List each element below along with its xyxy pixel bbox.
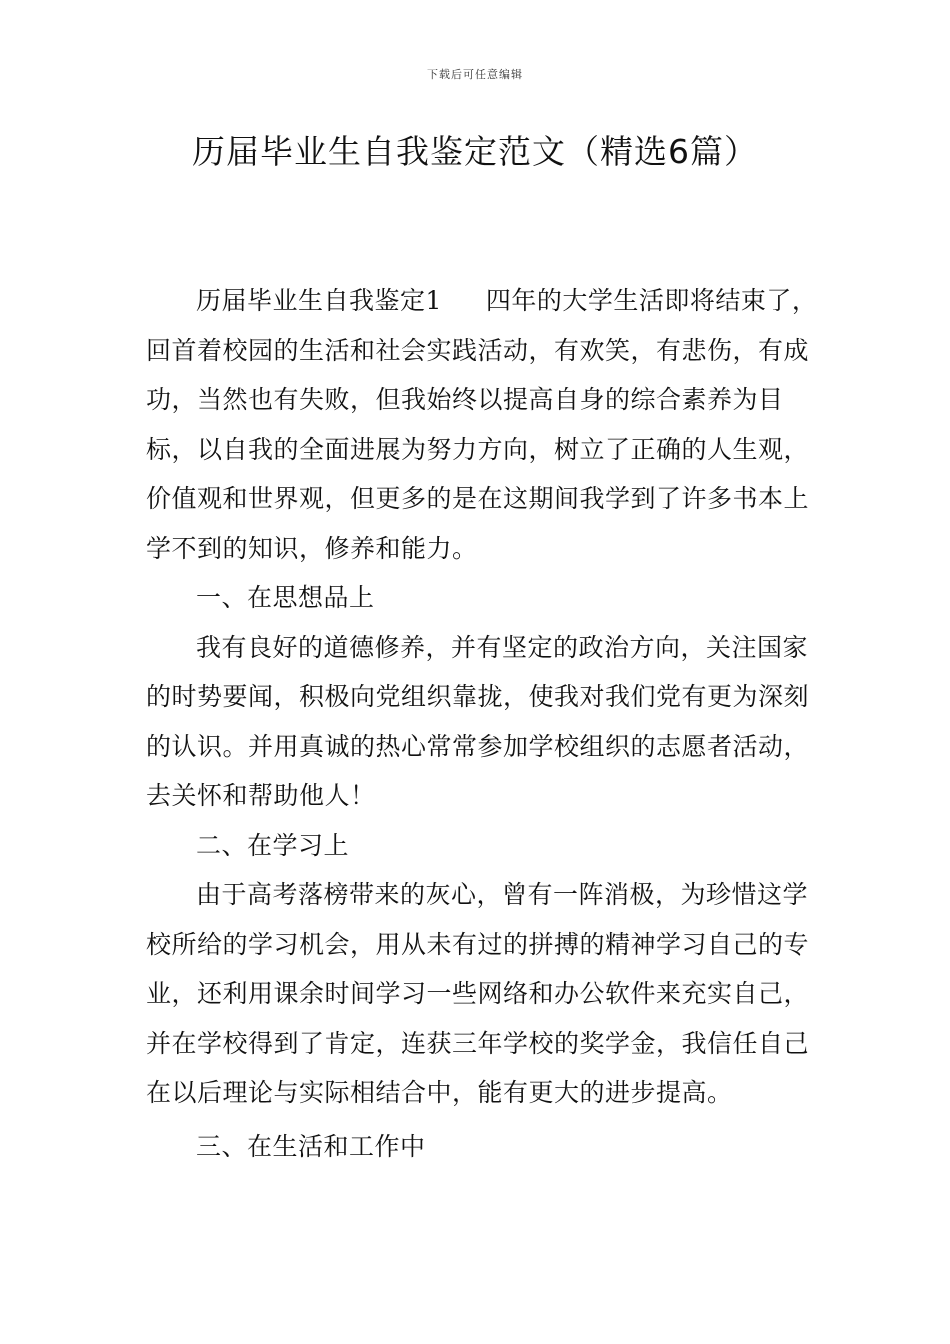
section-text-1: 我有良好的道德修养，并有坚定的政治方向，关注国家的时势要闻，积极向党组织靠拢，使我对我们党有更为深刻的认识。并用真诚的热心常常参加学校组织的志愿者活动，去关怀和帮助他人！: [146, 632, 810, 810]
intro-text: 四年的大学生活即将结束了，回首着校园的生活和社会实践活动，有欢笑，有悲伤，有成功，当然也有失败，但我始终以提高自身的综合素养为目标，以自我的全面进展为努力方向，树立了正确的人生观，价值观和世界观，但更多的是在这期间我学到了许多书本上学不到的知识，修养和能力。: [146, 286, 818, 563]
intro-label: 历届毕业生自我鉴定1: [196, 286, 442, 315]
intro-paragraph: [146, 276, 826, 573]
section-heading-3: 三、在生活和工作中: [196, 1131, 426, 1161]
document-title: 历届毕业生自我鉴定范文（精选6篇）: [192, 132, 758, 171]
section-heading-2: 二、在学习上: [196, 830, 350, 860]
section-text-2: 由于高考落榜带来的灰心，曾有一阵消极，为珍惜这学校所给的学习机会，用从未有过的拼搏的精神学习自己的专业，还利用课余时间学习一些网络和办公软件来充实自己，并在学校得到了肯定，连获三年学校的奖学金，我信任自己在以后理论与实际相结合中，能有更大的进步提高。: [146, 880, 810, 1107]
header-note: 下载后可任意编辑: [427, 68, 523, 81]
document-body: [146, 276, 826, 1171]
section-heading-1: 一、在思想品上: [196, 583, 375, 612]
